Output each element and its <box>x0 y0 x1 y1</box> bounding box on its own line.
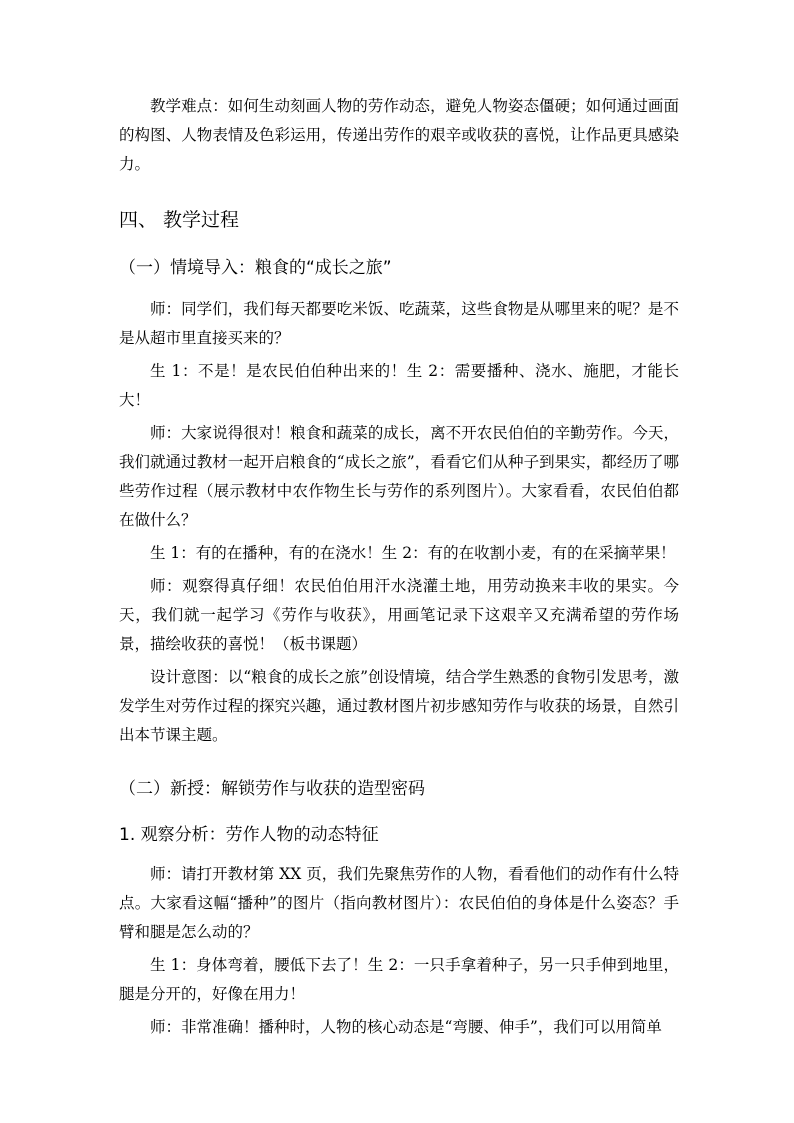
observation-analysis-heading: 1. 观察分析：劳作人物的动态特征 <box>119 825 379 845</box>
dialogue-paragraph-2: 生 1：不是！是农民伯伯种出来的！生 2：需要播种、浇水、施肥，才能长大！ <box>119 362 679 409</box>
subsection-new-lesson-heading: （二）新授：解锁劳作与收获的造型密码 <box>119 779 425 799</box>
document-page <box>119 92 679 1042</box>
dialogue-paragraph-9: 师：非常准确！播种时，人物的核心动态是“弯腰、伸手”，我们可以用简单 <box>150 1018 662 1036</box>
dialogue-paragraph-8: 生 1：身体弯着，腰低下去了！生 2：一只手拿着种子，另一只手伸到地里，腿是分开的，好像在用力！ <box>119 956 679 1003</box>
dialogue-paragraph-3: 师：大家说得很对！粮食和蔬菜的成长，离不开农民伯伯的辛勤劳作。今天，我们就通过教材一起开启粮食的“成长之旅”，看看它们从种子到果实，都经历了哪些劳作过程（展示教材中农作物生长与劳作的系列图片）。大家看看，农民伯伯都在做什么？ <box>119 424 679 529</box>
dialogue-paragraph-4: 生 1：有的在播种，有的在浇水！生 2：有的在收割小麦，有的在采摘苹果！ <box>150 544 676 562</box>
subsection-intro-heading: （一）情境导入：粮食的“成长之旅” <box>119 258 392 278</box>
design-intent-paragraph: 设计意图：以“粮食的成长之旅”创设情境，结合学生熟悉的食物引发思考，激发学生对劳作过程的探究兴趣，通过教材图片初步感知劳作与收获的场景，自然引出本节课主题。 <box>119 668 679 744</box>
dialogue-paragraph-1: 师：同学们，我们每天都要吃米饭、吃蔬菜，这些食物是从哪里来的呢？是不是从超市里直接买来的？ <box>119 300 679 347</box>
dialogue-paragraph-5: 师：观察得真仔细！农民伯伯用汗水浇灌土地，用劳动换来丰收的果实。今天，我们就一起学习《劳作与收获》，用画笔记录下这艰辛又充满希望的劳作场景，描绘收获的喜悦！（板书课题） <box>119 577 679 653</box>
teaching-difficulty-paragraph: 教学难点：如何生动刻画人物的劳作动态，避免人物姿态僵硬；如何通过画面的构图、人物表情及色彩运用，传递出劳作的艰辛或收获的喜悦，让作品更具感染力。 <box>119 97 679 173</box>
dialogue-paragraph-7: 师：请打开教材第 XX 页，我们先聚焦劳作的人物，看看他们的动作有什么特点。大家看这幅“播种”的图片（指向教材图片）：农民伯伯的身体是什么姿态？手臂和腿是怎么动的？ <box>119 865 679 941</box>
section-four-heading: 四、 教学过程 <box>119 209 240 231</box>
